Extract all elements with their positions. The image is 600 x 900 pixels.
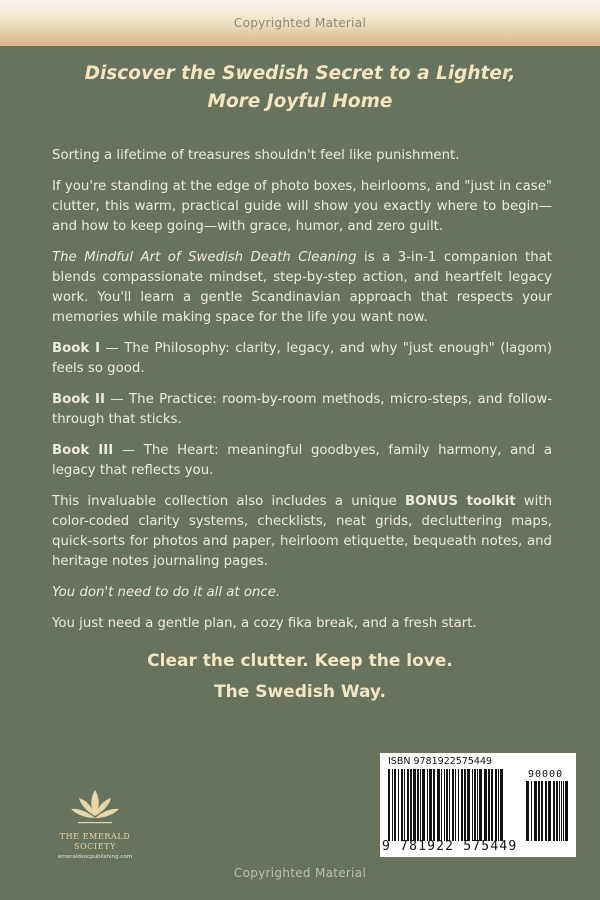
barcode-bar — [404, 769, 405, 841]
barcode-bar — [458, 769, 459, 841]
barcode-bar — [392, 769, 393, 841]
book-title: The Mindful Art of Swedish Death Cleaning — [52, 250, 357, 265]
publisher-url: emeraldsocpublishing.com — [58, 854, 132, 860]
headline — [30, 60, 570, 116]
barcode-bar — [488, 769, 490, 841]
lotus-icon — [68, 788, 122, 832]
barcode-bar — [542, 781, 543, 841]
barcode-bar — [545, 781, 547, 841]
barcode-bar — [452, 769, 454, 841]
barcode-bar — [561, 781, 562, 841]
barcode-bar — [444, 769, 446, 841]
book-2-text: — The Practice: room-by-room methods, micro-steps, and follow-through that sticks. — [52, 392, 552, 427]
barcode-bar — [455, 769, 456, 841]
book-3-description — [52, 441, 552, 481]
bonus-paragraph — [52, 492, 552, 572]
blurb-body — [52, 146, 552, 645]
barcode-bar — [553, 781, 556, 841]
barcode-bar — [495, 769, 497, 841]
barcode-bar — [477, 769, 478, 841]
book-1-description — [52, 339, 552, 379]
publisher-logo — [50, 788, 140, 860]
barcode-bar — [388, 769, 390, 841]
price-barcode-bars — [526, 781, 570, 841]
barcode-bar — [491, 769, 493, 841]
blurb-paragraph-3-text: is a 3-in-1 companion that blends compassionate mindset, step-by-step action, and heartfelt legacy work. You'll learn a gentle Scandinavian approach that respects your memories while making space for the life you want now. — [52, 250, 553, 325]
tagline — [30, 646, 570, 708]
barcode-bar — [417, 769, 419, 841]
watermark-bottom: Copyrighted Material — [233, 866, 367, 880]
isbn-barcode — [380, 753, 576, 857]
barcode-bar — [484, 769, 487, 841]
barcode-bar — [461, 769, 463, 841]
blurb-paragraph-1: Sorting a lifetime of treasures shouldn't feel like punishment. — [52, 148, 460, 163]
blurb-paragraph-3 — [52, 248, 552, 328]
barcode-bar — [427, 769, 428, 841]
barcode-bar — [565, 781, 568, 841]
publisher-name-line-2: SOCIETY — [74, 842, 116, 851]
reassurance-text: You don't need to do it all at once. — [52, 585, 281, 600]
publisher-name-line-1: THE EMERALD — [59, 832, 131, 841]
barcode-bar — [449, 769, 450, 841]
barcode-bar — [446, 769, 448, 841]
book-1-label: Book I — [52, 341, 101, 356]
barcode-bar — [433, 769, 435, 841]
barcode-bar — [498, 769, 499, 841]
barcode-bars — [388, 769, 504, 841]
barcode-bar — [538, 781, 540, 841]
barcode-bar — [401, 769, 403, 841]
tagline-line-1: Clear the clutter. Keep the love. — [147, 651, 453, 671]
barcode-bar — [429, 769, 432, 841]
book-3-label: Book III — [52, 443, 114, 458]
bonus-text-before: This invaluable collection also includes a unique — [52, 494, 406, 509]
book-3-text: — The Heart: meaningful goodbyes, family harmony, and a legacy that reflects you. — [52, 443, 552, 478]
barcode-bar — [413, 769, 416, 841]
barcode-bar — [556, 781, 558, 841]
blurb-paragraph-2: If you're standing at the edge of photo boxes, heirlooms, and "just in case" clutter, this warm, practical guide will show you exactly where to begin—and how to keep going—with grace, humor, and zero guilt. — [52, 179, 552, 234]
barcode-bar — [464, 769, 466, 841]
barcode-bar — [398, 769, 399, 841]
barcode-bar — [410, 769, 412, 841]
tagline-line-2: The Swedish Way. — [214, 682, 386, 702]
book-2-description — [52, 390, 552, 430]
headline-line-1: Discover the Swedish Secret to a Lighter, — [84, 63, 516, 84]
watermark-top: Copyrighted Material — [233, 16, 367, 30]
barcode-bar — [563, 781, 564, 841]
barcode-bar — [479, 769, 482, 841]
bonus-text-after: with color-coded clarity systems, checklists, neat grids, decluttering maps, quick-sorts for photos and paper, heirloom etiquette, bequeath notes, and heritage notes journaling pages. — [52, 494, 552, 569]
book-1-text: — The Philosophy: clarity, legacy, and why "just enough" (lagom) feels so good. — [52, 341, 553, 376]
barcode-bar — [472, 769, 473, 841]
barcode-bar — [541, 781, 542, 841]
closing-line: You just need a gentle plan, a cozy fika break, and a fresh start. — [52, 616, 477, 631]
barcode-bar — [422, 769, 425, 841]
barcode-bar — [531, 781, 533, 841]
barcode-bar — [394, 769, 396, 841]
price-code: 90000 — [528, 769, 564, 780]
barcode-bar — [500, 769, 503, 841]
headline-line-2: More Joyful Home — [207, 91, 393, 112]
barcode-bar — [559, 781, 560, 841]
barcode-bar — [441, 769, 442, 841]
barcode-bar — [467, 769, 470, 841]
barcode-bar — [474, 769, 476, 841]
barcode-bar — [534, 781, 537, 841]
barcode-bar — [548, 781, 551, 841]
isbn-label: ISBN 9781922575449 — [388, 756, 493, 767]
barcode-digits: 9 781922 575449 — [382, 839, 518, 854]
barcode-bar — [437, 769, 440, 841]
book-2-label: Book II — [52, 392, 105, 407]
publisher-name — [50, 832, 140, 852]
bonus-toolkit: BONUS toolkit — [405, 494, 516, 509]
reassurance-line — [52, 583, 552, 603]
barcode-bar — [407, 769, 409, 841]
barcode-bar — [420, 769, 421, 841]
barcode-bar — [526, 781, 529, 841]
